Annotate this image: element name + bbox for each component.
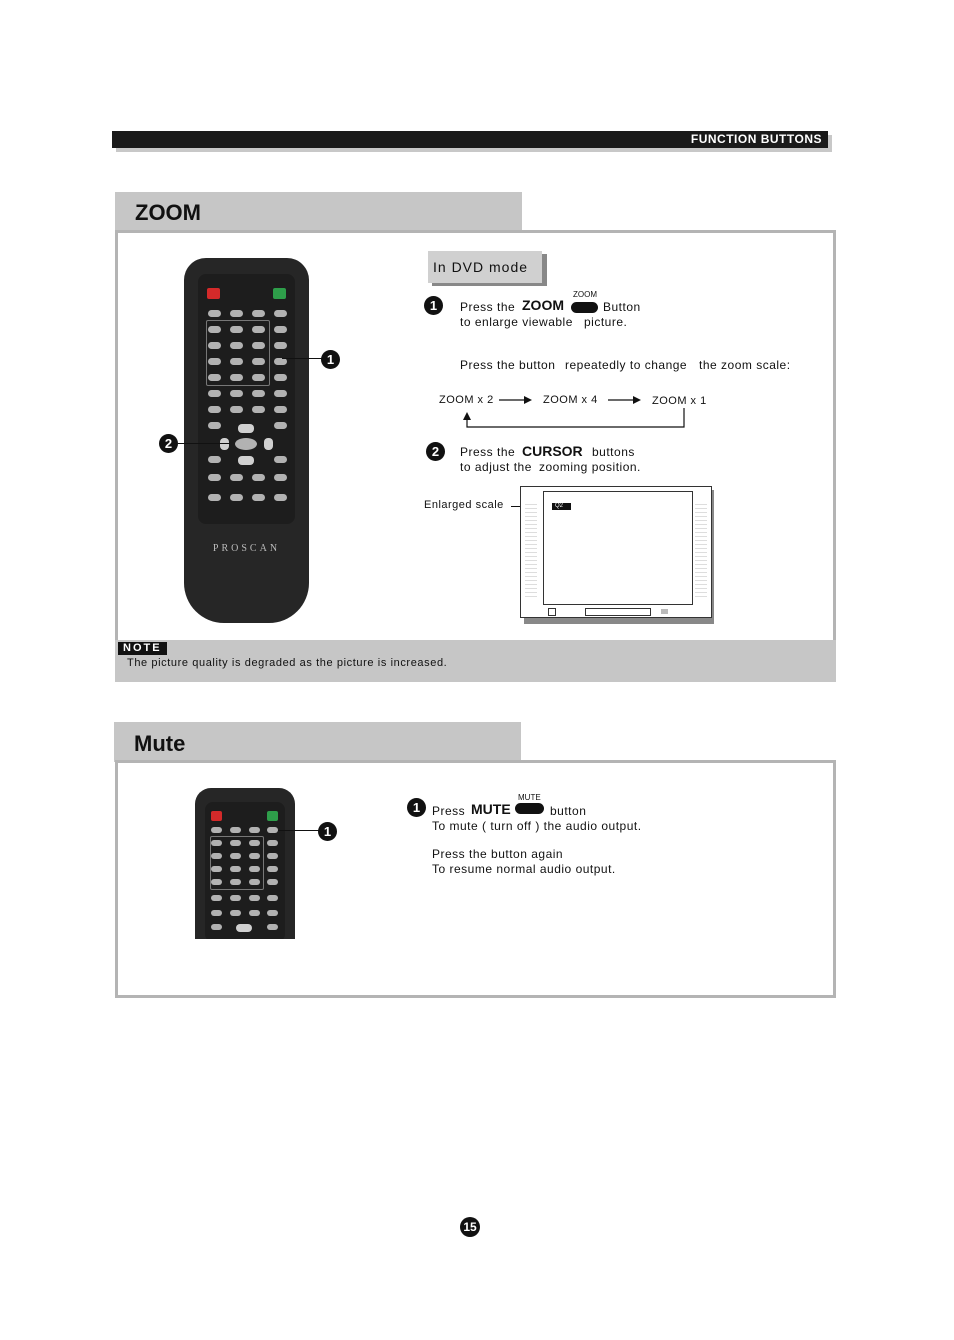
- remote-key: [249, 827, 260, 833]
- remote-key: [211, 879, 222, 885]
- zoom-button-icon: [571, 302, 598, 313]
- mode-label: In DVD mode: [433, 259, 529, 275]
- mute-step1-press: Press: [432, 804, 466, 818]
- remote-key: [252, 390, 265, 397]
- callout-1: 1: [321, 350, 340, 369]
- mute-section-title: Mute: [134, 731, 186, 756]
- repeat-text-a: Press the button: [460, 358, 556, 372]
- remote-key: [267, 924, 278, 930]
- remote-key: [267, 866, 278, 872]
- remote-key: [230, 342, 243, 349]
- mute-button-caption: MUTE: [518, 793, 541, 802]
- mute-step1-keyword: MUTE: [471, 801, 511, 817]
- zoom-section-tab: [115, 192, 522, 232]
- note-text: The picture quality is degraded as the picture is increased.: [127, 657, 448, 669]
- remote-key: [208, 326, 221, 333]
- mute-step1-number: 1: [407, 798, 426, 817]
- repeat-text-c: the zoom scale:: [699, 358, 791, 372]
- remote-key: [252, 310, 265, 317]
- enter-key: [235, 438, 257, 450]
- remote-key: [211, 840, 222, 846]
- remote-key: [208, 374, 221, 381]
- step2-number: 2: [426, 442, 445, 461]
- remote-key: [208, 456, 221, 463]
- remote-key: [274, 406, 287, 413]
- remote-key: [208, 422, 221, 429]
- remote-key: [249, 840, 260, 846]
- mute-section-tab: [114, 722, 521, 762]
- remote-key: [208, 390, 221, 397]
- zoom-seq-x2: ZOOM x 2: [439, 394, 494, 406]
- remote-control-cropped: [195, 788, 295, 939]
- header-title: FUNCTION BUTTONS: [690, 132, 822, 146]
- remote-key: [208, 406, 221, 413]
- cursor-down-key: [238, 456, 254, 465]
- remote-key: [230, 879, 241, 885]
- callout-line-2: [178, 443, 230, 444]
- mute-key: [267, 811, 278, 821]
- remote-key: [252, 342, 265, 349]
- zoom-button-caption: ZOOM: [573, 290, 597, 299]
- remote-key: [249, 853, 260, 859]
- remote-key: [230, 390, 243, 397]
- remote-key: [252, 374, 265, 381]
- tv-power-indicator: [548, 608, 556, 616]
- mute-button-icon: [515, 803, 544, 814]
- mode-badge: [428, 251, 542, 283]
- remote-key: [274, 326, 287, 333]
- remote-key: [252, 358, 265, 365]
- remote-key: [252, 326, 265, 333]
- note-strip: [115, 640, 836, 682]
- open-key: [273, 288, 286, 299]
- cursor-up-key: [236, 924, 252, 932]
- mute-callout-1: 1: [318, 822, 337, 841]
- remote-key: [211, 895, 222, 901]
- remote-key: [211, 827, 222, 833]
- step2-keyword: CURSOR: [522, 443, 583, 459]
- zoom-seq-x1: ZOOM x 1: [652, 395, 707, 407]
- remote-key: [267, 879, 278, 885]
- remote-key: [274, 390, 287, 397]
- remote-key: [230, 406, 243, 413]
- remote-key: [267, 853, 278, 859]
- tv-left-grille: [525, 501, 537, 597]
- remote-keypad: [198, 274, 295, 524]
- cursor-left-key: [220, 438, 229, 450]
- step2-buttons-word: buttons: [592, 445, 635, 459]
- remote-key: [230, 827, 241, 833]
- remote-key: [230, 853, 241, 859]
- remote-key: [274, 310, 287, 317]
- remote-key: [208, 474, 221, 481]
- step1-keyword: ZOOM: [522, 297, 564, 313]
- remote-key: [230, 895, 241, 901]
- remote-key: [249, 866, 260, 872]
- remote-key: [208, 358, 221, 365]
- remote-key: [274, 358, 287, 365]
- remote-key: [267, 910, 278, 916]
- zoom-seq-x4: ZOOM x 4: [543, 394, 598, 406]
- remote-key: [274, 374, 287, 381]
- remote-key: [274, 456, 287, 463]
- remote-key: [267, 895, 278, 901]
- remote-brand: PROSCAN: [212, 543, 281, 554]
- remote-key: [208, 342, 221, 349]
- step2-line2a: to adjust the: [460, 460, 532, 474]
- remote-key: [230, 866, 241, 872]
- remote-key: [249, 879, 260, 885]
- remote-key: [211, 866, 222, 872]
- remote-control: [184, 258, 309, 623]
- tv-sensor: [661, 609, 668, 614]
- remote-key: [252, 406, 265, 413]
- repeat-text-b: repeatedly to change: [565, 358, 688, 372]
- step1-number: 1: [424, 296, 443, 315]
- remote-key: [208, 494, 221, 501]
- remote-key: [211, 853, 222, 859]
- remote-key: [230, 474, 243, 481]
- step1-press-the: Press the: [460, 300, 516, 314]
- step1-line2b: picture.: [584, 315, 628, 329]
- remote-key: [230, 358, 243, 365]
- remote-key: [249, 895, 260, 901]
- remote-key: [230, 310, 243, 317]
- step1-button-word: Button: [603, 300, 641, 314]
- mute-step1-button-word: button: [550, 804, 587, 818]
- remote-key: [274, 342, 287, 349]
- header-bar: [112, 131, 828, 148]
- power-key: [211, 811, 222, 821]
- remote-key: [230, 910, 241, 916]
- screen-badge: Q2: [552, 503, 571, 510]
- remote-key: [211, 924, 222, 930]
- mute-line4: To resume normal audio output.: [432, 862, 616, 876]
- remote-key: [252, 494, 265, 501]
- remote-key: [274, 494, 287, 501]
- remote-key: [230, 494, 243, 501]
- remote-key: [267, 840, 278, 846]
- remote-key: [208, 310, 221, 317]
- tv-right-grille: [695, 501, 707, 597]
- remote-key: [274, 474, 287, 481]
- page-number: 15: [460, 1217, 480, 1237]
- remote-key: [211, 910, 222, 916]
- remote-key: [274, 422, 287, 429]
- zoom-sequence-arrows: [460, 390, 700, 434]
- remote-key: [267, 827, 278, 833]
- remote-key: [230, 374, 243, 381]
- tv-control-strip: [585, 608, 651, 616]
- zoom-section-title: ZOOM: [135, 200, 201, 225]
- mute-line2: To mute ( turn off ) the audio output.: [432, 819, 642, 833]
- cursor-up-key: [238, 424, 254, 433]
- cursor-right-key: [264, 438, 273, 450]
- remote-key: [252, 474, 265, 481]
- tv-screen: [520, 486, 712, 618]
- callout-line-1: [282, 358, 322, 359]
- power-key: [207, 288, 220, 299]
- note-label: NOTE: [118, 642, 167, 655]
- remote-keypad: [205, 802, 285, 939]
- step1-line2a: to enlarge viewable: [460, 315, 573, 329]
- enlarged-scale-label: Enlarged scale: [424, 499, 504, 511]
- remote-key: [230, 840, 241, 846]
- mute-line3: Press the button again: [432, 847, 564, 861]
- remote-key: [249, 910, 260, 916]
- step2-press-the: Press the: [460, 445, 516, 459]
- mute-callout-line: [278, 830, 320, 831]
- step2-line2b: zooming position.: [539, 460, 641, 474]
- remote-key: [230, 326, 243, 333]
- callout-2: 2: [159, 434, 178, 453]
